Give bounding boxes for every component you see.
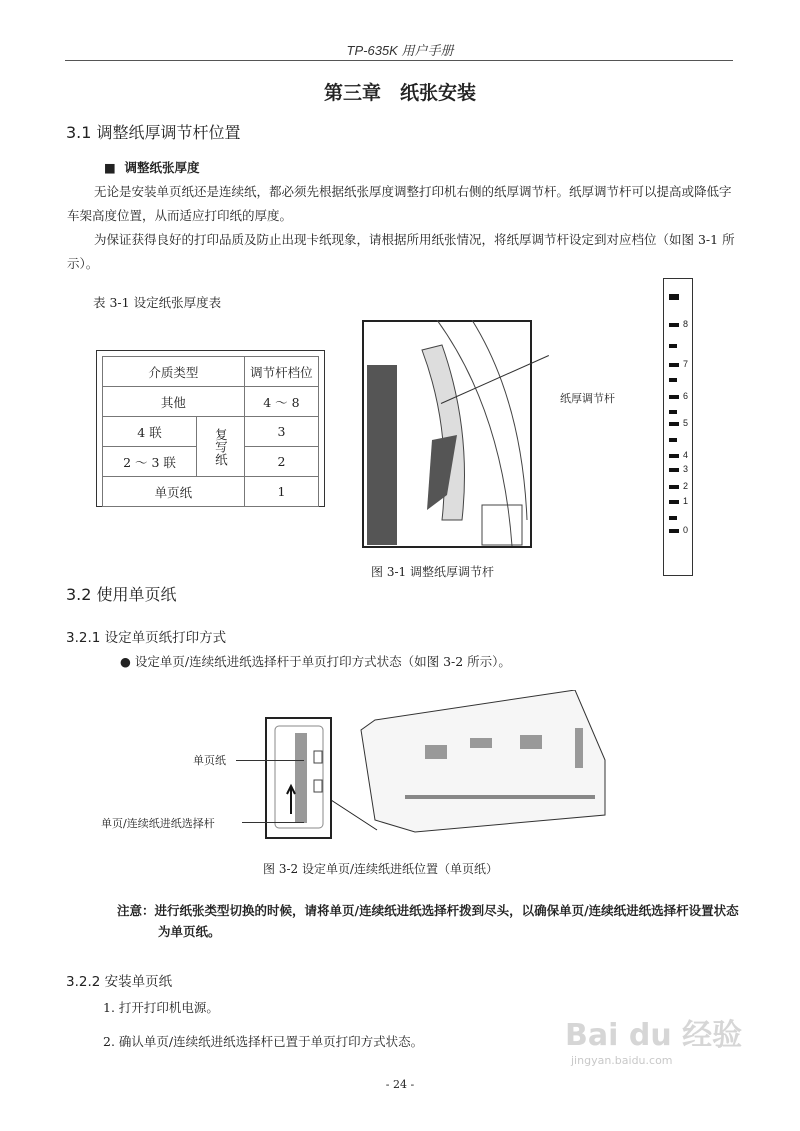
scale-tick <box>669 500 679 504</box>
baidu-watermark: Bai du 经验 jingyan.baidu.com <box>565 1018 743 1067</box>
header-rule <box>65 60 733 61</box>
cell-other: 其他 <box>103 387 245 417</box>
section-3-2-2-title: 3.2.2 安装单页纸 <box>66 974 173 990</box>
scale-label: 3 <box>683 464 689 474</box>
cell-23ply: 2 ～ 3 联 <box>103 447 197 477</box>
selector-lever-label: 单页/连续纸进纸选择杆 <box>101 817 215 830</box>
cell-4ply-val: 3 <box>244 417 318 447</box>
step-1: 1. 打开打印机电源。 <box>103 1000 219 1015</box>
lever-illustration <box>362 320 532 548</box>
cell-other-val: 4 ～ 8 <box>244 387 318 417</box>
scale-label: 5 <box>683 418 689 428</box>
paragraph-1: 无论是安装单页纸还是连续纸，都必须先根据纸张厚度调整打印机右侧的纸厚调节杆。纸厚调节杆可以提高或降低字车架高度位置，从而适应打印纸的厚度。 <box>67 184 732 223</box>
bullet-heading-text: 调整纸张厚度 <box>124 160 200 175</box>
scale-label: 8 <box>683 319 689 329</box>
page-number: - 24 - <box>385 1078 415 1091</box>
thickness-table <box>102 356 319 507</box>
section-3-2-1-title: 3.2.1 设定单页纸打印方式 <box>66 630 227 646</box>
scale-tick <box>669 454 679 458</box>
scale-tick <box>669 294 679 300</box>
note: 注意：进行纸张类型切换的时候，请将单页/连续纸进纸选择杆拨到尽头，以确保单页/连续纸进纸选择杆设置状态为单页纸。 <box>117 903 739 939</box>
figure-3-2-caption: 图 3-2 设定单页/连续纸进纸位置（单页纸） <box>263 862 498 876</box>
leader-line <box>242 822 304 823</box>
scale-label: 7 <box>683 359 689 369</box>
header-position: 调节杆档位 <box>244 357 318 387</box>
scale-tick <box>669 485 679 489</box>
leader-line <box>236 760 304 761</box>
scale-tick <box>669 378 677 382</box>
cell-single-val: 1 <box>244 477 318 507</box>
scale-label: 2 <box>683 481 689 491</box>
cell-carbon: 复写纸 <box>197 417 245 477</box>
step-2: 2. 确认单页/连续纸进纸选择杆已置于单页打印方式状态。 <box>103 1034 424 1049</box>
cell-single: 单页纸 <box>103 477 245 507</box>
scale-tick <box>669 438 677 442</box>
bullet-heading: ■ 调整纸张厚度 <box>104 160 200 175</box>
cell-23ply-val: 2 <box>244 447 318 477</box>
cell-4ply: 4 联 <box>103 417 197 447</box>
scale-tick <box>669 363 679 367</box>
scale-label: 4 <box>683 450 689 460</box>
scale-tick <box>669 344 677 348</box>
thickness-table-frame <box>96 350 325 507</box>
bullet-item: ● 设定单页/连续纸进纸选择杆于单页打印方式状态（如图 3-2 所示）。 <box>120 654 511 669</box>
scale-label: 0 <box>683 525 689 535</box>
scale-tick <box>669 529 679 533</box>
single-sheet-label: 单页纸 <box>193 754 226 767</box>
lever-label: 纸厚调节杆 <box>560 392 615 405</box>
scale-label: 1 <box>683 496 689 506</box>
paragraph-2: 为保证获得良好的打印品质及防止出现卡纸现象，请根据所用纸张情况，将纸厚调节杆设定到对应档位（如图 3-1 所示）。 <box>67 232 735 271</box>
header-media: 介质类型 <box>103 357 245 387</box>
scale-tick <box>669 422 679 426</box>
scale-label: 6 <box>683 391 689 401</box>
scale-tick <box>669 516 677 520</box>
section-3-2-title: 3.2 使用单页纸 <box>66 585 177 604</box>
running-header: TP-635K 用户手册 <box>346 43 454 58</box>
scale-tick <box>669 395 679 399</box>
chapter-title: 第三章 纸张安装 <box>323 82 476 104</box>
selector-lever-illustration <box>265 690 610 840</box>
table-caption: 表 3-1 设定纸张厚度表 <box>93 295 222 310</box>
bullet-item-text: 设定单页/连续纸进纸选择杆于单页打印方式状态（如图 3-2 所示）。 <box>134 654 511 669</box>
figure-3-1-caption: 图 3-1 调整纸厚调节杆 <box>371 565 494 579</box>
scale-tick <box>669 468 679 472</box>
scale-tick <box>669 410 677 414</box>
scale-tick <box>669 323 679 327</box>
section-3-1-title: 3.1 调整纸厚调节杆位置 <box>66 123 241 142</box>
